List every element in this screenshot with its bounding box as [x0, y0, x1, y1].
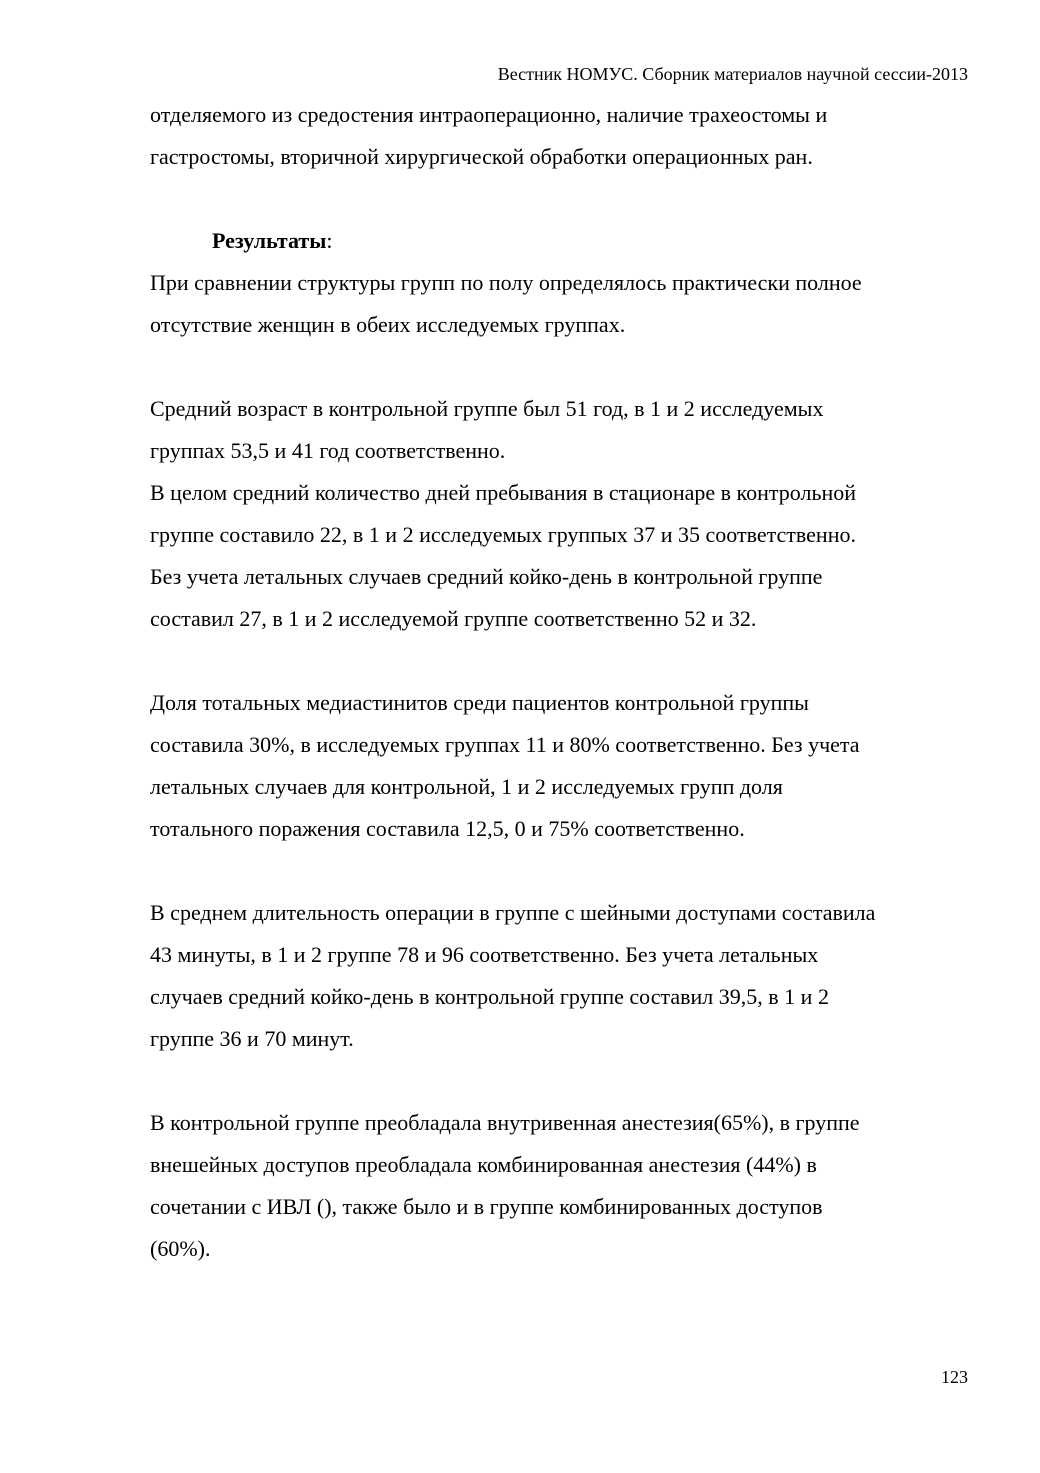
blank-line: [150, 640, 970, 682]
paragraph-line: группе 36 и 70 минут.: [150, 1026, 354, 1051]
paragraph-anesthesia: [150, 1102, 970, 1270]
blank-line: [150, 1060, 970, 1102]
paragraph-line: случаев средний койко-день в контрольной группе составил 39,5, в 1 и 2: [150, 984, 829, 1009]
paragraph-sex-structure: [150, 262, 970, 346]
paragraph-line: летальных случаев для контрольной, 1 и 2 исследуемых групп доля: [150, 774, 783, 799]
paragraph-line: отсутствие женщин в обеих исследуемых группах.: [150, 312, 626, 337]
paragraph-line: отделяемого из средостения интраоперационно, наличие трахеостомы и: [150, 102, 828, 127]
paragraph-total-mediastinitis: [150, 682, 970, 850]
paragraph-operation-duration: [150, 892, 970, 1060]
results-heading-label: Результаты: [212, 228, 327, 253]
paragraph-line: тотального поражения составила 12,5, 0 и 75% соответственно.: [150, 816, 745, 841]
paragraph-line: Без учета летальных случаев средний койко-день в контрольной группе: [150, 564, 823, 589]
results-heading-suffix: :: [326, 228, 333, 253]
intro-paragraph: [150, 94, 970, 178]
paragraph-line: При сравнении структуры групп по полу определялось практически полное: [150, 270, 862, 295]
paragraph-age-and-stay: [150, 388, 970, 640]
blank-line: [150, 178, 970, 220]
paragraph-line: В среднем длительность операции в группе с шейными доступами составила: [150, 900, 876, 925]
body-text: [150, 94, 970, 1270]
paragraph-line: В целом средний количество дней пребывания в стационаре в контрольной: [150, 480, 857, 505]
paragraph-line: составил 27, в 1 и 2 исследуемой группе соответственно 52 и 32.: [150, 606, 757, 631]
running-header: Вестник НОМУС. Сборник материалов научной сессии-2013: [497, 64, 968, 84]
paragraph-line: Доля тотальных медиастинитов среди пациентов контрольной группы: [150, 690, 809, 715]
paragraph-line: группе составило 22, в 1 и 2 исследуемых группых 37 и 35 соответственно.: [150, 522, 856, 547]
paragraph-line: гастростомы, вторичной хирургической обработки операционных ран.: [150, 144, 813, 169]
paragraph-line: Средний возраст в контрольной группе был 51 год, в 1 и 2 исследуемых: [150, 396, 824, 421]
paragraph-line: В контрольной группе преобладала внутривенная анестезия(65%), в группе: [150, 1110, 860, 1135]
paragraph-line: внешейных доступов преобладала комбинированная анестезия (44%) в: [150, 1152, 817, 1177]
page-number: 123: [941, 1367, 968, 1387]
paragraph-line: сочетании с ИВЛ (), также было и в группе комбинированных доступов: [150, 1194, 823, 1219]
paragraph-line: группах 53,5 и 41 год соответственно.: [150, 438, 506, 463]
paragraph-line: составила 30%, в исследуемых группах 11 и 80% соответственно. Без учета: [150, 732, 860, 757]
blank-line: [150, 850, 970, 892]
blank-line: [150, 346, 970, 388]
paragraph-line: 43 минуты, в 1 и 2 группе 78 и 96 соответственно. Без учета летальных: [150, 942, 819, 967]
paragraph-line: (60%).: [150, 1236, 211, 1261]
results-heading: [150, 220, 970, 262]
